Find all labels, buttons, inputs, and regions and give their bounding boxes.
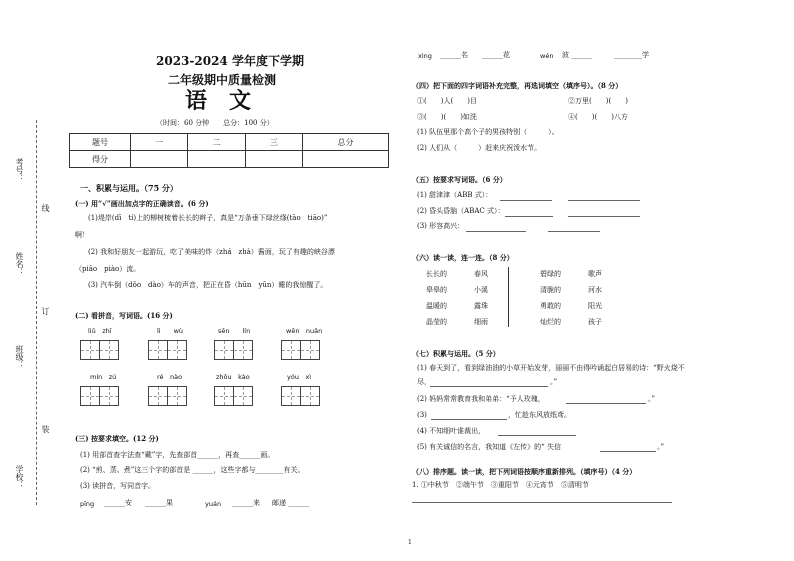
match-item[interactable]: 细雨 xyxy=(474,318,488,326)
q7-line: (3) xyxy=(417,411,427,419)
q7-line: (5) 有关诚信的名言，我知道《左传》的“ 失信 xyxy=(417,443,561,451)
answer-line[interactable] xyxy=(505,216,553,217)
writing-grid[interactable] xyxy=(148,386,187,406)
writing-grid[interactable] xyxy=(281,340,320,360)
pinyin-label: sēn lín xyxy=(218,327,251,335)
margin-mark-zhuang: 装 xyxy=(41,425,50,433)
q1-line: (2) 我和好朋友一起游玩，吃了美味的炸（zhá zhà）酱面，玩了有趣的峡谷漂 xyxy=(88,248,335,256)
q8-line: 1. ①中秋节 ②端午节 ③重阳节 ④元宵节 ⑤清明节 xyxy=(412,481,589,489)
margin-mark-ding: 订 xyxy=(41,307,50,315)
writing-grid[interactable] xyxy=(80,340,119,360)
score-cell[interactable] xyxy=(188,151,245,168)
page-number: 1 xyxy=(408,539,412,546)
margin-mark-xian: 线 xyxy=(41,204,50,212)
q7-line: (2) 妈妈常常教育我和弟弟：“予人玫瑰， xyxy=(417,395,545,403)
pinyin-label: ré nào xyxy=(157,373,183,381)
q4-item: ③( )( )如洗 xyxy=(417,113,477,121)
score-row-label: 得分 xyxy=(70,151,131,168)
school-label: 学校： xyxy=(15,465,24,489)
score-header: 二 xyxy=(188,134,245,151)
writing-grid[interactable] xyxy=(214,340,253,360)
q3-blank[interactable]: ______果 xyxy=(145,499,173,507)
answer-line[interactable] xyxy=(568,200,640,201)
match-item[interactable]: 勇敢的 xyxy=(540,302,561,310)
q3-blank[interactable]: ______来 xyxy=(232,499,260,507)
q3-pinyin: yuán xyxy=(205,500,222,508)
q4-line: (2) 人们从（ ）赶来庆祝泼水节。 xyxy=(417,144,542,152)
score-header: 题号 xyxy=(70,134,131,151)
q1-line: (1)堤岸(dī tí)上的柳树梳着长长的辫子，真是“万条垂下绿丝绦(tāo tiāo)” xyxy=(88,214,328,222)
exam-title: 2023-2024 学年度下学期 xyxy=(156,54,304,68)
answer-line[interactable] xyxy=(548,231,600,232)
pinyin-label: liǔ zhī xyxy=(88,327,112,335)
q8-heading: （八）排序题。读一读，把下列词语按顺序重新排列。（填序号）（4 分） xyxy=(412,467,637,476)
q2-heading: (二) 看拼音，写词语。(16 分) xyxy=(75,311,173,320)
q3-line: (2) “煎、蒸、煮”这三个字的部首是 ______，这些字都与________有关。 xyxy=(80,466,305,474)
student-name-label: 姓名： xyxy=(15,252,24,276)
match-item[interactable]: 歌声 xyxy=(588,270,602,278)
q1-line: （piāo piào）流。 xyxy=(75,265,141,273)
q5-heading: （五）按要求写词语。（6 分） xyxy=(412,175,507,184)
answer-line[interactable] xyxy=(466,231,526,232)
answer-line[interactable] xyxy=(568,216,640,217)
match-item[interactable]: 碧绿的 xyxy=(540,270,561,278)
match-item[interactable]: 灿烂的 xyxy=(540,318,561,326)
q7-heading: （七）积累与运用。（5 分） xyxy=(412,349,500,358)
pinyin-label: mín zú xyxy=(90,373,117,381)
q7-line: ，忙趁东风放纸鸢。 xyxy=(508,411,571,419)
pinyin-label: lì wù xyxy=(157,327,184,335)
class-label: 班级： xyxy=(15,345,24,369)
match-item[interactable]: 长长的 xyxy=(426,270,447,278)
top-blank[interactable]: ______名 xyxy=(440,51,468,59)
q7-line: 尽， xyxy=(417,378,431,386)
exam-number-label: 考号： xyxy=(15,158,24,182)
score-cell[interactable] xyxy=(303,151,389,168)
writing-grid[interactable] xyxy=(281,386,320,406)
match-item[interactable]: 孩子 xyxy=(588,318,602,326)
q7-period: 。” xyxy=(657,443,665,451)
q1-heading: (一) 用“√”画出加点字的正确读音。(6 分) xyxy=(75,199,209,208)
match-item[interactable]: 小溪 xyxy=(474,286,488,294)
q3-line: (1) 用部首查字法查“戴”字，先查部首______，再查______画。 xyxy=(80,451,275,459)
match-item[interactable]: 河水 xyxy=(588,286,602,294)
exam-info: （时间：60 分钟 总分：100 分） xyxy=(156,119,274,127)
q7-line: (4) 不知细叶谁裁出， xyxy=(417,427,486,435)
top-blank[interactable]: ______花 xyxy=(482,51,510,59)
match-item[interactable]: 阳光 xyxy=(588,302,602,310)
q7-line: (1) 春天到了，看到绿油油的小草开始发芽，丽丽不由得吟诵起白居易的诗：“野火烧不 xyxy=(417,364,685,372)
pinyin-label: wēn nuǎn xyxy=(286,327,323,335)
answer-line[interactable] xyxy=(498,435,576,436)
q4-item: ④( )( )八方 xyxy=(568,113,628,121)
exam-subtitle: 二年级期中质量检测 xyxy=(168,73,277,87)
match-item[interactable]: 春风 xyxy=(474,270,488,278)
q4-item: ①( )人( )目 xyxy=(417,97,477,105)
answer-line[interactable] xyxy=(600,451,656,452)
answer-line[interactable] xyxy=(500,200,552,201)
q4-item: ②万里( )( ) xyxy=(568,97,628,105)
q5-line: (1) 甜津津（ABB 式）： xyxy=(417,191,493,199)
score-table xyxy=(69,133,389,168)
match-item[interactable]: 晶莹的 xyxy=(426,318,447,326)
score-header: 总分 xyxy=(303,134,389,151)
q5-line: (3) 形容高兴： xyxy=(417,222,465,230)
binding-dashed-line xyxy=(36,120,37,505)
q5-line: (2) 昏头昏脑（ABAC 式）： xyxy=(417,207,505,215)
subject-title: 语 文 xyxy=(185,88,252,114)
top-blank[interactable]: 波 ______ xyxy=(562,51,593,59)
match-item[interactable]: 露珠 xyxy=(474,302,488,310)
q3-pinyin: pīng xyxy=(80,500,95,508)
match-item[interactable]: 温暖的 xyxy=(426,302,447,310)
q3-blank[interactable]: 邮递 ______ xyxy=(272,499,310,507)
q3-line: (3) 读拼音，写同音字。 xyxy=(80,482,156,490)
q4-line: (1) 队伍里那个高个子的男孩特别（ ）。 xyxy=(417,128,559,136)
q4-heading: （四）把下面的四字词语补充完整，再选词填空（填序号）。（8 分） xyxy=(412,81,623,90)
top-pinyin: wén xyxy=(540,52,554,60)
answer-line[interactable] xyxy=(412,502,672,503)
writing-grid[interactable] xyxy=(214,386,253,406)
writing-grid[interactable] xyxy=(148,340,187,360)
score-header: 三 xyxy=(245,134,302,151)
match-item[interactable]: 皋皋的 xyxy=(426,286,447,294)
pinyin-label: zhōu kào xyxy=(216,373,250,381)
q7-period: 。” xyxy=(648,395,656,403)
q3-blank[interactable]: ______安 xyxy=(104,499,132,507)
q1-line: (3) 汽车倒（dǒo dào）车的声音，把正在昏（hūn yūn）睡的我惊醒了。 xyxy=(88,281,328,289)
answer-line[interactable] xyxy=(431,419,507,420)
writing-grid[interactable] xyxy=(80,386,119,406)
match-item[interactable]: 清脆的 xyxy=(540,286,561,294)
q1-line: 啊！ xyxy=(75,231,89,239)
q6-heading: （六）读一读，连一连。（8 分） xyxy=(412,253,514,262)
answer-line[interactable] xyxy=(430,386,548,387)
q3-heading: (三) 按要求填空。(12 分) xyxy=(75,434,159,443)
q6-divider xyxy=(508,267,509,327)
top-blank[interactable]: ________学 xyxy=(614,51,649,59)
score-cell[interactable] xyxy=(245,151,302,168)
score-cell[interactable] xyxy=(131,151,188,168)
score-header: 一 xyxy=(131,134,188,151)
part1-heading: 一、积累与运用。（75 分） xyxy=(80,183,178,193)
q7-period: 。” xyxy=(550,378,558,386)
top-pinyin: xìng xyxy=(418,52,432,60)
answer-line[interactable] xyxy=(566,403,646,404)
pinyin-label: yóu xì xyxy=(287,373,312,381)
